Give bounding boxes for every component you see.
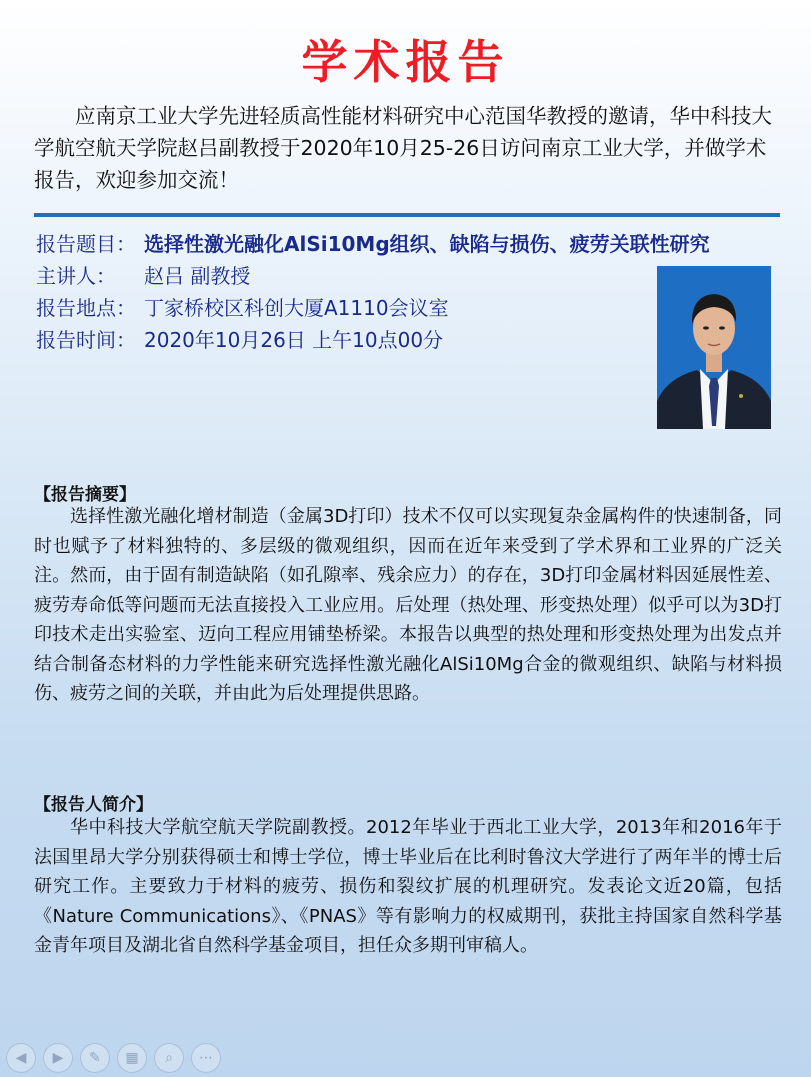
slideshow-toolbar [6, 1042, 221, 1074]
divider [34, 213, 780, 217]
time-label: 报告时间： [36, 328, 136, 352]
next-icon[interactable]: ▶ [43, 1043, 73, 1073]
speaker-photo [657, 266, 771, 429]
bio-heading: 【报告人简介】 [34, 795, 153, 815]
topic-row [36, 228, 786, 260]
speaker-portrait [657, 266, 771, 429]
bio-text: 华中科技大学航空航天学院副教授。2012年毕业于西北工业大学，2013年和2016年于法国里昂大学分别获得硕士和博士学位，博士毕业后在比利时鲁汶大学进行了两年半的博士后研究工作。主要致力于材料的疲劳、损伤和裂纹扩展的机理研究。发表论文近20篇，包括《Nature Communications》、《PNAS》等有影响力的权威期刊，获批主持国家自然科学基金青年项目及湖北省自然科学基金项目，担任众多期刊审稿人。 [34, 817, 782, 956]
topic-label: 报告题目： [36, 232, 136, 256]
abstract-text: 选择性激光融化增材制造（金属3D打印）技术不仅可以实现复杂金属构件的快速制备，同时也赋予了材料独特的、多层级的微观组织，因而在近年来受到了学术界和工业界的广泛关注。然而，由于固有制造缺陷（如孔隙率、残余应力）的存在，3D打印金属材料因延展性差、疲劳寿命低等问题而无法直接投入工业应用。后处理（热处理、形变热处理）似乎可以为3D打印技术走出实验室、迈向工程应用铺垫桥梁。本报告以典型的热处理和形变热处理为出发点并结合制备态材料的力学性能来研究选择性激光融化AlSi10Mg合金的微观组织、缺陷与材料损伤、疲劳之间的关联，并由此为后处理提供思路。 [34, 506, 782, 704]
time-value: 2020年10月26日 上午10点00分 [144, 328, 444, 352]
location-value: 丁家桥校区科创大厦A1110会议室 [144, 296, 449, 320]
page-title: 学术报告 [301, 35, 510, 89]
prev-icon[interactable]: ◀ [6, 1043, 36, 1073]
slides-icon[interactable]: ▦ [117, 1043, 147, 1073]
pen-icon[interactable]: ✎ [80, 1043, 110, 1073]
more-icon[interactable]: ⋯ [191, 1043, 221, 1073]
speaker-label: 主讲人： [36, 264, 116, 288]
topic-value: 选择性激光融化AlSi10Mg组织、缺陷与损伤、疲劳关联性研究 [144, 232, 710, 256]
location-label: 报告地点： [36, 296, 136, 320]
abstract-heading: 【报告摘要】 [34, 485, 136, 505]
speaker-value: 赵吕 副教授 [144, 264, 251, 288]
zoom-icon[interactable]: ⌕ [154, 1043, 184, 1073]
intro-paragraph: 应南京工业大学先进轻质高性能材料研究中心范国华教授的邀请，华中科技大学航空航天学院赵吕副教授于2020年10月25-26日访问南京工业大学，并做学术报告，欢迎参加交流！ [34, 104, 772, 192]
